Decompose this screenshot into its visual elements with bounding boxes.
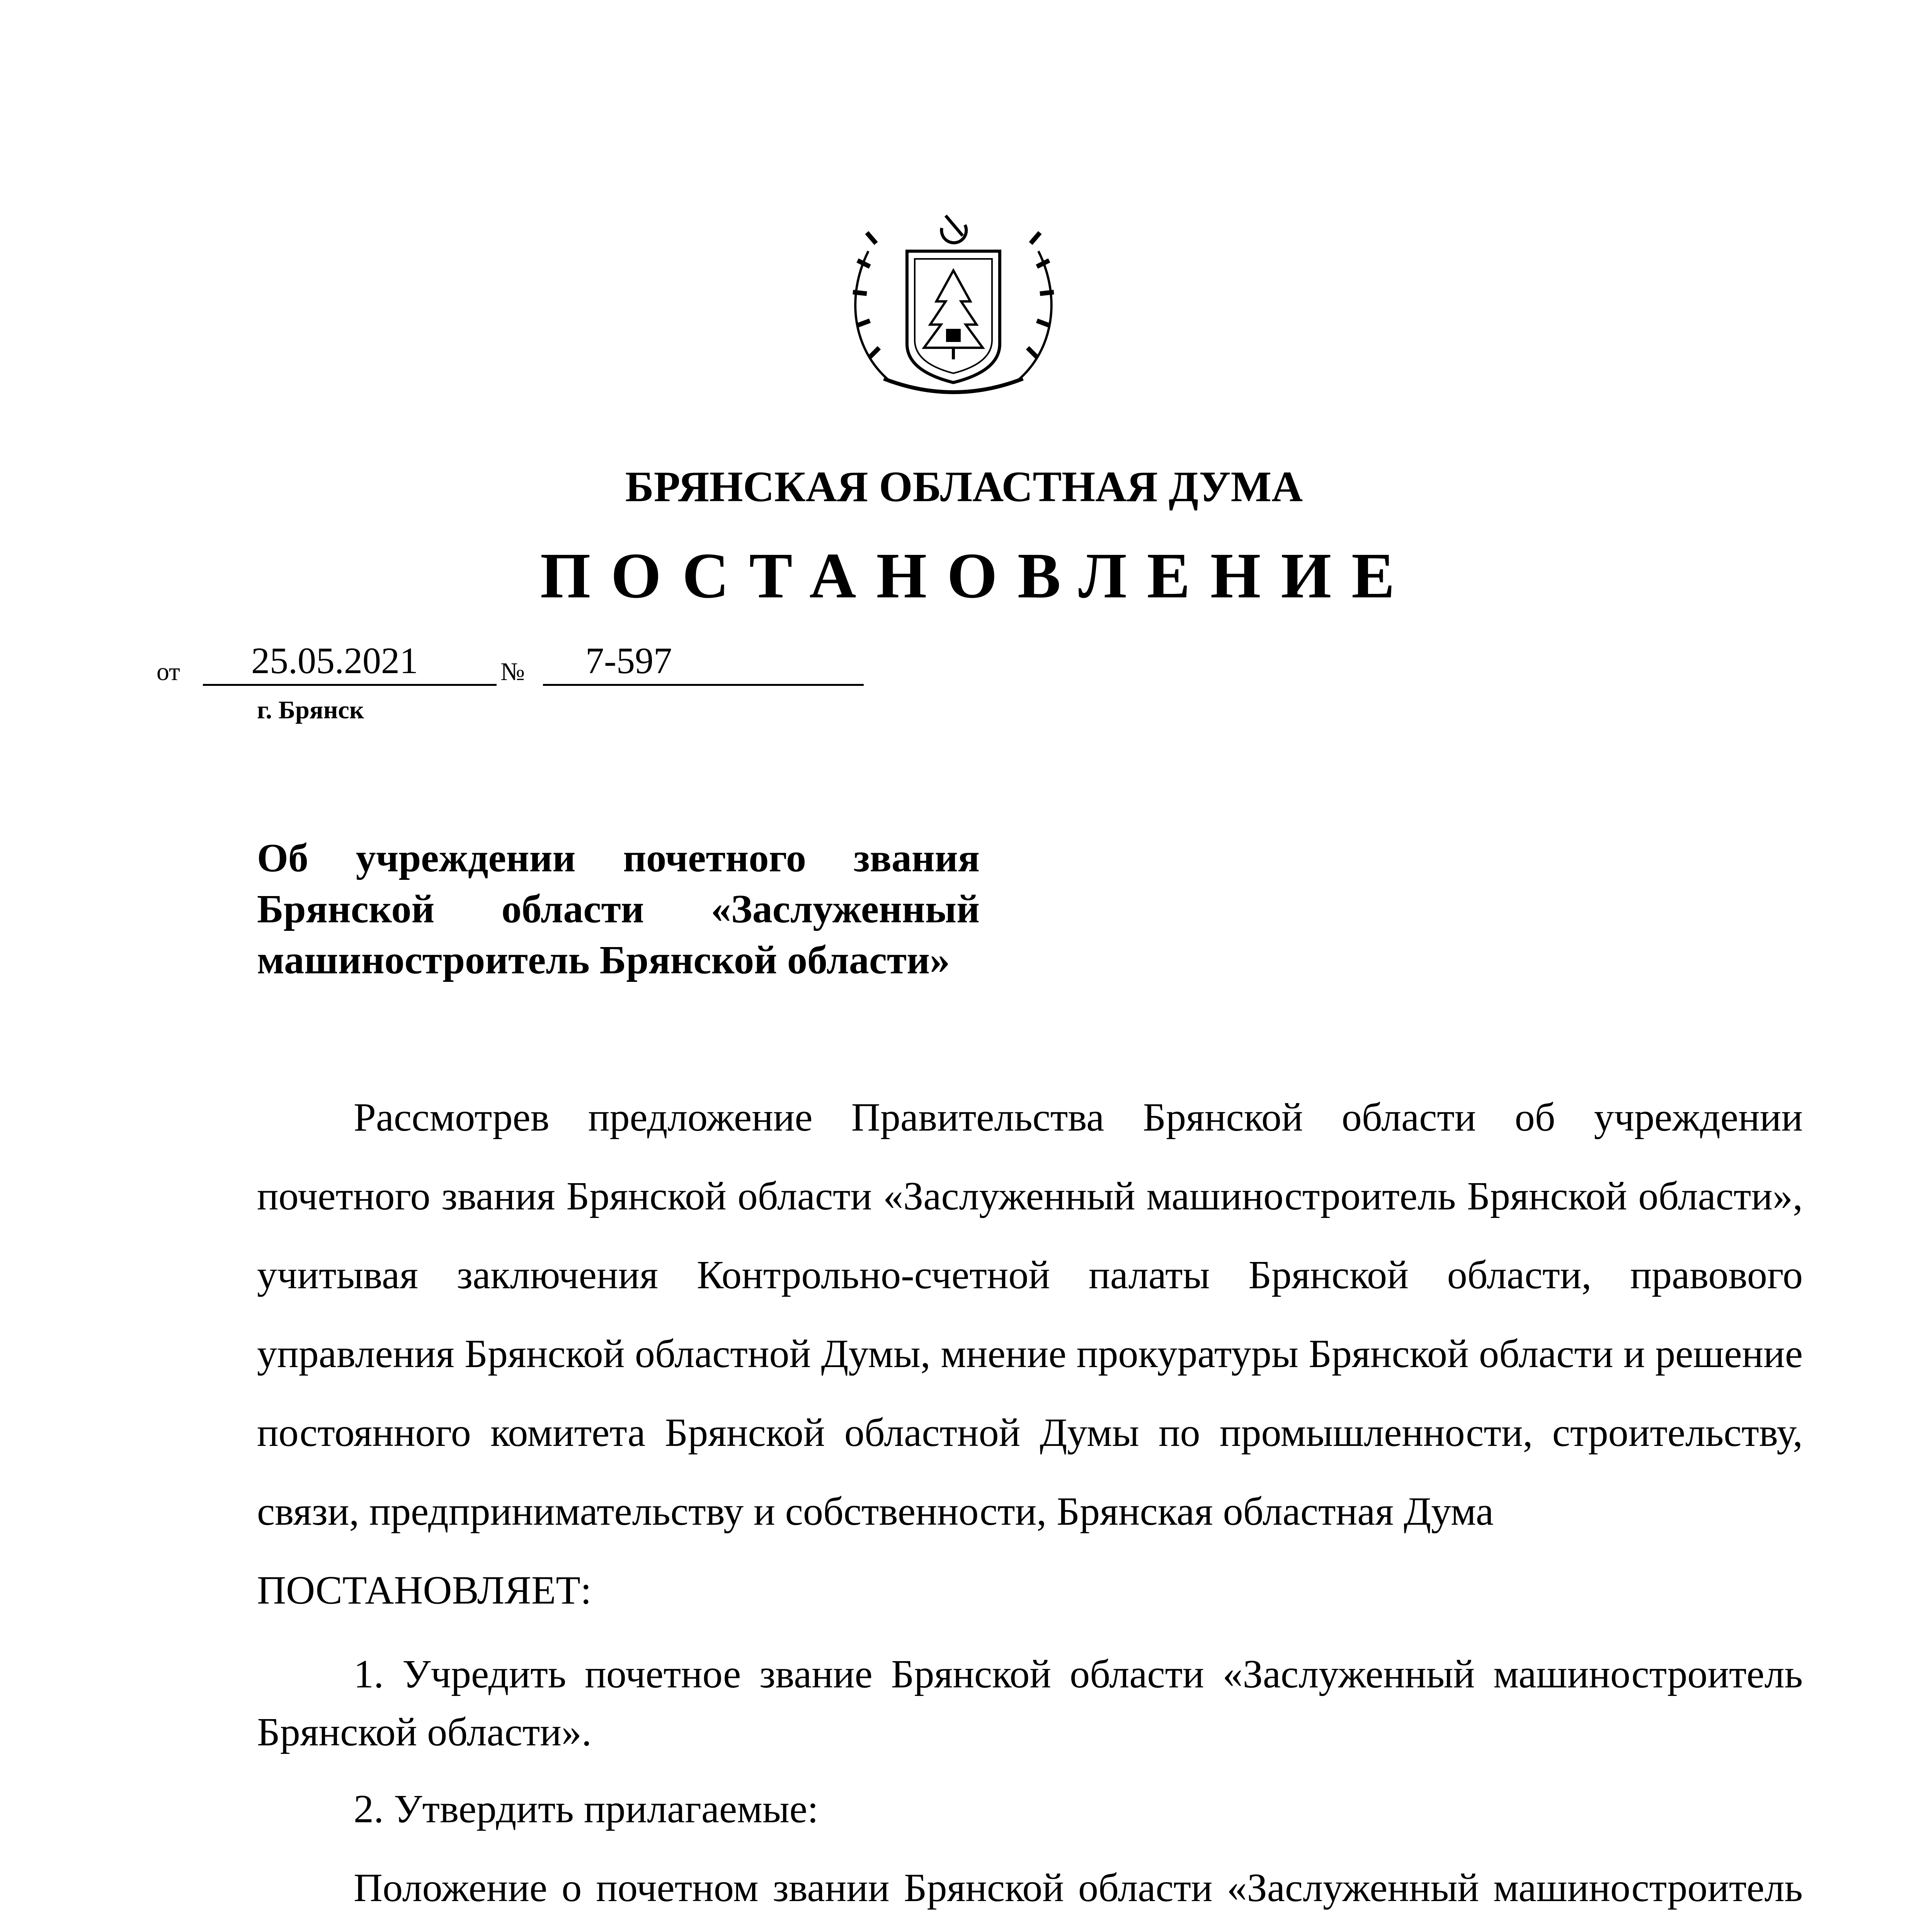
document-subject: Об учреждении почетного звания Брянской области «Заслуженный машиностроитель Брянской области» <box>257 836 980 982</box>
preamble-paragraph: Рассмотрев предложение Правительства Брянской области об учреждении почетного звания Брянской области «Заслуженный машиностроитель Брянской области», учитывая заключения Контрольно-счетной палаты Брянской области, правового управления Брянской областной Думы, мнение прокуратуры Брянской области и решение постоянного комитета Брянской областной Думы по промышленности, строительству, связи, предпринимательству и собственности, Брянская областная Дума <box>257 1095 1803 1534</box>
decision-word: ПОСТАНОВЛЯЕТ: <box>257 1568 592 1612</box>
document-type-title: ПОСТАНОВЛЕНИЕ <box>540 540 1415 612</box>
city-name: г. Брянск <box>257 696 364 724</box>
number-underline <box>543 684 864 686</box>
bryansk-region-coat-of-arms-icon <box>836 197 1071 398</box>
document-body <box>257 1078 1803 1932</box>
date-underline <box>203 684 497 686</box>
date-from-label: от <box>157 658 180 686</box>
document-number: 7-597 <box>585 640 672 681</box>
annex-1-paragraph: Положение о почетном звании Брянской области «Заслуженный машиностроитель <box>354 1866 1803 1910</box>
document-date: 25.05.2021 <box>251 640 418 681</box>
date-number-row <box>157 640 929 694</box>
number-label: № <box>500 658 525 686</box>
item-1-paragraph: 1. Учредить почетное звание Брянской области «Заслуженный машиностроитель Брянской области». <box>257 1652 1803 1754</box>
organization-name: БРЯНСКАЯ ОБЛАСТНАЯ ДУМА <box>625 463 1303 511</box>
item-2-paragraph: 2. Утвердить прилагаемые: <box>354 1787 819 1831</box>
